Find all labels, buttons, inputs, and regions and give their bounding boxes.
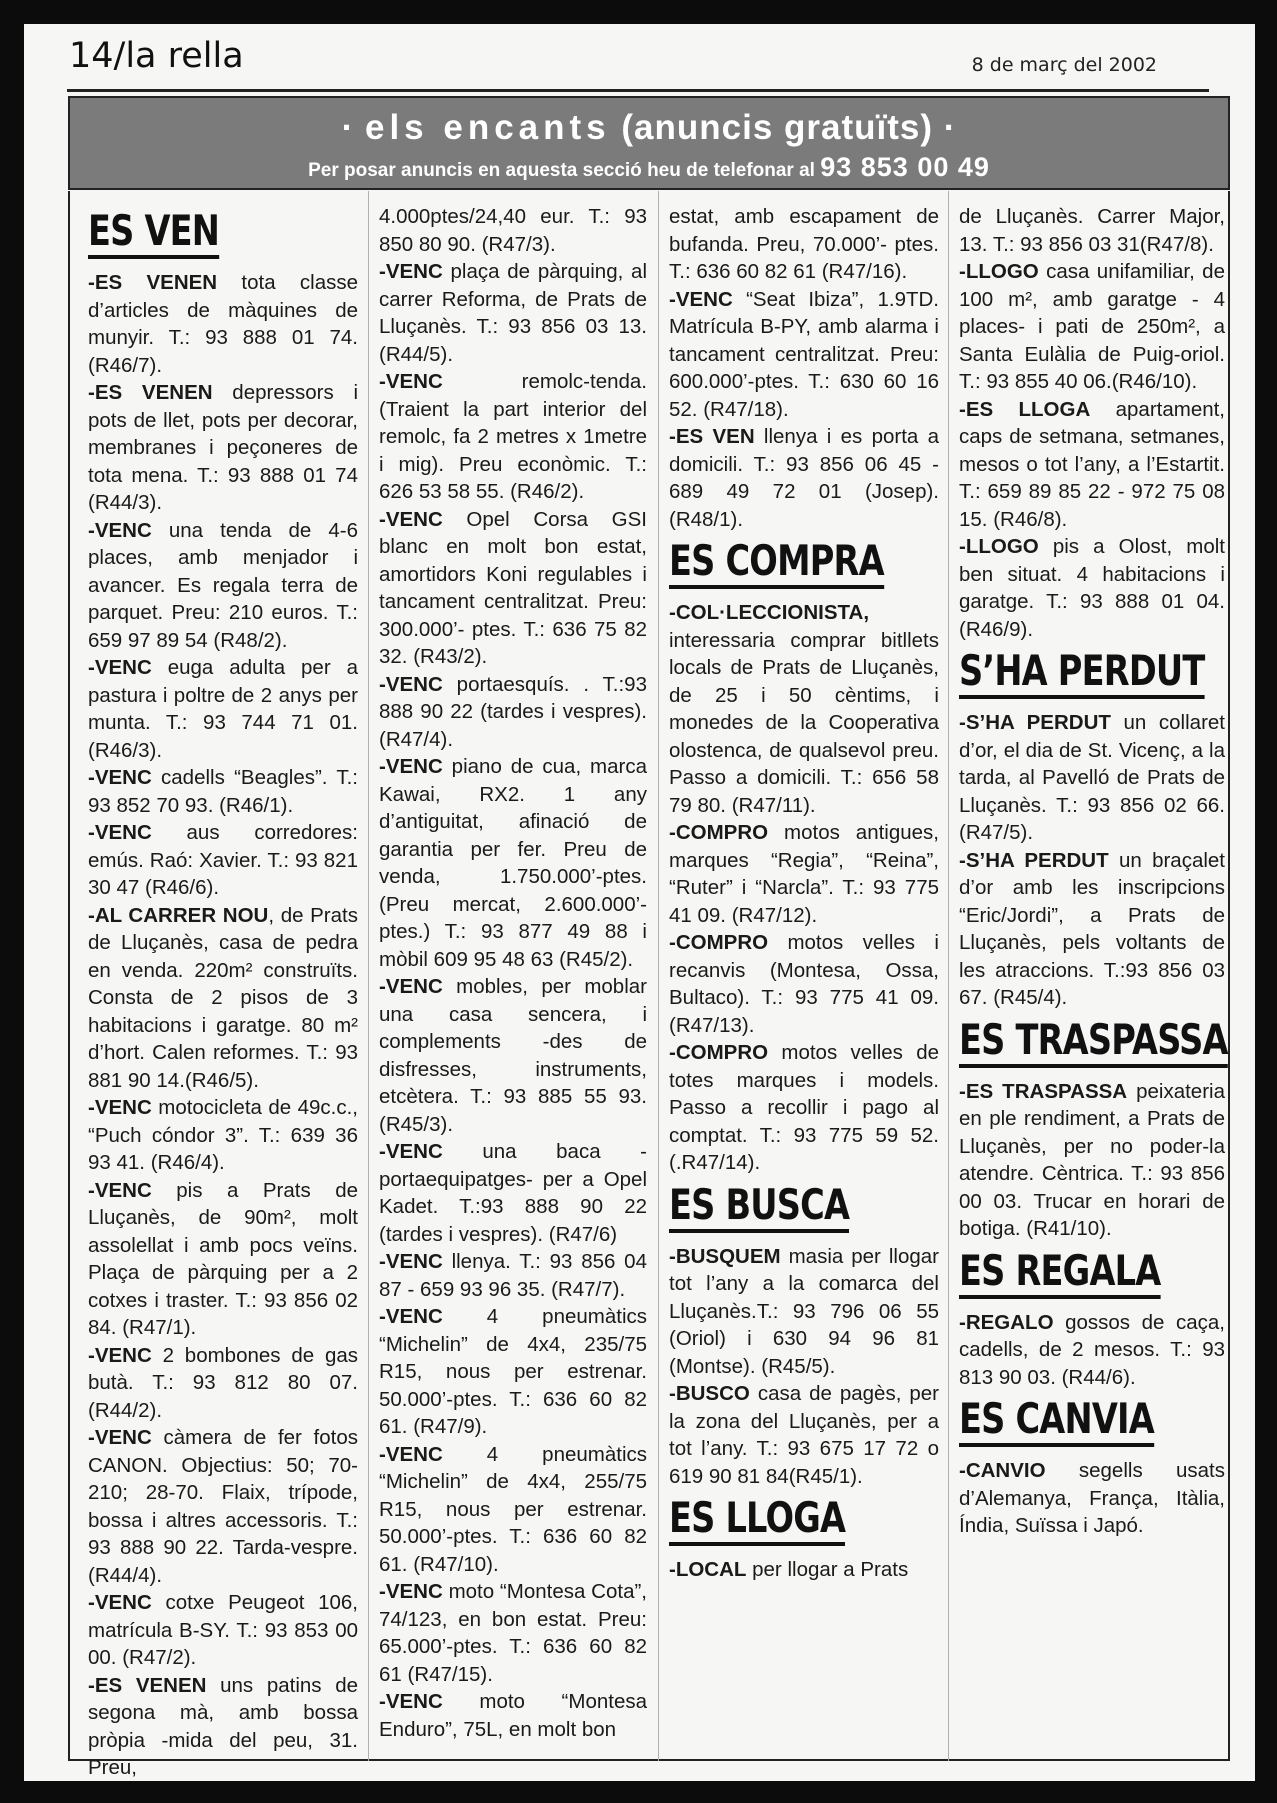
banner-title-spaced: els encants [364,108,611,147]
ad-lead: -VENC [88,821,152,844]
ad-text: tota classe d’articles de màquines de munyir. T.: 93 888 01 74. (R46/7). [88,271,358,377]
ad-text: euga adulta per a pastura i poltre de 2 anys per munta. T.: 93 744 71 01. (R46/3). [88,656,358,762]
ad-lead: -AL CARRER NOU [88,903,269,927]
ad-text: aus corredores: emús. Raó: Xavier. T.: 93 821 30 47 (R46/6). [88,821,358,899]
ad-lead: -VENC [88,766,152,789]
classified-ad [669,1380,939,1490]
classified-ad [88,269,358,379]
ad-text: piano de cua, marca Kawai, RX2. 1 any d’antiguitat, afinació de garantia per fer. Preu de venda, 1.750.000’-ptes. (Preu mercat, 2.600.000’-ptes.) T.: 93 877 49 88 i mòbil 609 95 48 63 (R45/2). [379,755,647,971]
ad-text: un braçalet d’or amb les inscripcions “Eric/Jordi”, a Prats de Lluçanès, pels voltants de les atraccions. T.:93 856 03 67. (R45/4). [959,848,1225,1009]
classified-ad [379,506,647,671]
section-heading-text: ES VEN [88,206,219,259]
classified-ad [88,654,358,764]
classified-ad [959,203,1225,258]
classified-ad [88,379,358,517]
ad-lead: -VENC [379,507,443,531]
ad-lead: -VENC [88,1178,152,1202]
ad-lead: -VENC [379,1690,443,1713]
ad-text: 4 pneumàtics “Michelin” de 4x4, 255/75 R15, nous per estrenar. 50.000’-ptes. T.: 636 60 82 61. (R47/10). [379,1442,647,1576]
column-1 [88,203,358,1779]
ad-lead: -COL·LECCIONISTA, [669,601,870,624]
classified-ad [88,1342,358,1425]
ad-text: mobles, per moblar una casa sencera, i complements -des de disfresses, instruments, etcètera. T.: 93 885 55 93. (R45/3). [379,975,647,1136]
section-heading [959,1014,1228,1064]
ad-text: segells usats d’Alemanya, França, Itàlia, Índia, Suïssa i Japó. [959,1459,1225,1537]
classified-ad [669,819,939,929]
ad-lead: -VENC [379,975,443,998]
ad-text: una baca -portaequipatges- per a Opel Kadet. T.:93 888 90 22 (tardes i vespres). (R47/6) [379,1140,647,1246]
ad-text: cadells “Beagles”. T.: 93 852 70 93. (R46/1). [88,766,358,817]
ad-lead: -VENC [379,755,443,778]
classified-ad [88,764,358,819]
banner-title-rest: (anuncis gratuïts) [621,108,934,147]
publication-date: 8 de març del 2002 [971,54,1157,76]
section-heading-text: ES BUSCA [669,1180,849,1233]
classified-ad [379,1138,647,1248]
ad-lead: -BUSQUEM [669,1244,781,1268]
ad-lead: -VENC [379,1250,443,1273]
classified-ad [88,1672,358,1782]
ad-text: llenya i es porta a domicili. T.: 93 856 06 45 - 689 49 72 01 (Josep). (R48/1). [669,425,939,531]
classified-ad [379,753,647,973]
column-4 [959,203,1228,1755]
classified-ad [379,203,647,258]
ad-text: remolc-tenda. (Traient la part interior del remolc, fa 2 metres x 1metre i mig). Preu econòmic. T.: 626 53 58 55. (R46/2). [379,370,647,503]
ad-text: gossos de caça, cadells, de 2 mesos. T.: 93 813 90 03. (R44/6). [959,1310,1225,1389]
ad-text: 4 pneumàtics “Michelin” de 4x4, 235/75 R15, nous per estrenar. 50.000’-ptes. T.: 636 60 82 61. (R47/9). [379,1305,647,1438]
ad-lead: -VENC [669,287,733,311]
ad-text: depressors i pots de llet, pots per decorar, membranes i peçoneres de tota mena. T.: 93 888 01 74 (R44/3). [88,381,358,514]
section-heading-text: S’HA PERDUT [959,646,1205,699]
ad-lead: -VENC [88,1426,152,1449]
header-rule [67,89,1209,92]
ad-text: estat, amb escapament de bufanda. Preu, 70.000’- ptes. T.: 636 60 82 61 (R47/16). [669,205,939,283]
ad-text: pis a Prats de Lluçanès, de 90m², molt assolellat i amb pocs veïns. Plaça de pàrquing per a 2 cotxes i traster. T.: 93 856 02 84. (R47/1). [88,1178,358,1339]
ad-text: motos antigues, marques “Regia”, “Reina”, “Ruter” i “Narcla”. T.: 93 775 41 09. (R47/12). [669,821,939,927]
classified-ad [669,1556,939,1584]
newspaper-page [24,24,1255,1781]
ad-lead: -BUSCO [669,1382,750,1405]
ad-lead: -LOCAL [669,1558,747,1581]
ad-text: casa unifamiliar, de 100 m², amb garatge - 4 places- i pati de 250m², a Santa Eulàlia de Puig-oriol. T.: 93 855 40 06.(R46/10). [959,260,1225,393]
ad-lead: -VENC [379,370,443,393]
classified-ad [88,1177,358,1342]
column-2 [379,203,647,1755]
banner-subtitle-text: Per posar anuncis en aquesta secció heu de telefonar al [308,160,815,181]
banner-title [70,108,1228,148]
classified-ad [379,1578,647,1688]
column-divider [948,191,949,1761]
ad-lead: -ES VENEN [88,381,213,404]
ad-lead: -VENC [379,1442,443,1466]
ad-lead: -ES VENEN [88,271,218,294]
classified-ad [379,1441,647,1579]
classified-ad [959,847,1225,1012]
section-banner [68,96,1230,190]
classified-ad [959,258,1225,396]
classified-ad [379,1303,647,1441]
ad-text: moto “Montesa Enduro”, 75L, en molt bon [379,1690,647,1741]
ad-text: masia per llogar tot l’any a la comarca del Lluçanès.T.: 93 796 06 55 (Oriol) i 630 94 96 81 (Montse). (R45/5). [669,1244,939,1378]
classified-ad [88,1094,358,1177]
page-number: 14/la rella [69,36,244,76]
ad-text: uns patins de segona mà, amb bossa pròpia -mida del peu, 31. Preu, [88,1673,358,1779]
ad-text: càmera de fer fotos CANON. Objectius: 50; 70-210; 28-70. Flaix, trípode, bossa i altres accessoris. T.: 93 888 90 22. Tarda-vespre. (R44/4). [88,1426,358,1587]
section-heading-text: ES CANVIA [959,1394,1154,1447]
ad-text: cotxe Peugeot 106, matrícula B-SY. T.: 93 853 00 00. (R47/2). [88,1591,358,1669]
section-heading-text: ES TRASPASSA [959,1015,1228,1068]
classified-ad [669,203,939,286]
classified-ad [959,396,1225,534]
classified-ad [88,819,358,902]
ad-lead: -S’HA PERDUT [959,848,1109,872]
classified-ad [379,671,647,754]
classified-ad [88,1424,358,1589]
classified-ad [669,423,939,533]
classified-ad [379,1688,647,1743]
ad-text: peixateria en ple rendiment, a Prats de Lluçanès, per no poder-la atendre. Cèntrica. T.: 93 856 00 03. Trucar en horari de botiga. (R41/10). [959,1079,1225,1240]
ad-text: interessaria comprar bitllets locals de Prats de Lluçanès, de 25 i 50 cèntims, i monedes de la Cooperativa olostenca, de qualsevol preu. Passo a domicili. T.: 656 58 79 80. (R47/11). [669,628,939,817]
section-heading [669,537,885,585]
classified-ad [959,1309,1225,1392]
classified-ad [959,709,1225,847]
classified-ad [669,1039,939,1177]
ad-text: de Lluçanès. Carrer Major, 13. T.: 93 856 03 31(R47/8). [959,205,1225,256]
banner-dot-right: · [943,108,957,147]
classifieds-frame [68,191,1230,1779]
ad-lead: -VENC [88,1591,152,1614]
ad-lead: -ES TRASPASSA [959,1079,1128,1103]
section-heading [959,1395,1172,1443]
classified-ad [379,1248,647,1303]
classified-ad [959,1078,1225,1243]
banner-dot-left: · [341,108,355,147]
ad-text: un collaret d’or, el dia de St. Vicenç, a la tarda, al Pavelló de Prats de Lluçanès. T.: 93 856 02 66. (R47/5). [959,711,1225,844]
ad-text: motocicleta de 49c.c., “Puch cóndor 3”. T.: 639 36 93 41. (R46/4). [88,1096,358,1174]
section-heading [669,1494,885,1542]
ad-text: , de Prats de Lluçanès, casa de pedra en venda. 220m² construïts. Consta de 2 pisos de 3 habitacions i garatge. 80 m² d’hort. Calen reformes. T.: 93 881 90 14.(R46/5). [88,903,358,1092]
classified-ad [379,973,647,1138]
ad-text: per llogar a Prats [746,1558,909,1581]
section-heading-text: ES COMPRA [669,536,884,589]
ad-text: apartament, caps de setmana, setmanes, mesos o tot l’any, a l’Estartit. T.: 659 89 85 22 - 972 75 08 15. (R46/8). [959,397,1226,531]
ad-text: motos velles de totes marques i models. Passo a recollir i pago al comptat. T.: 93 775 59 52. (.R47/14). [669,1041,939,1174]
ad-lead: -VENC [379,672,443,696]
classified-ad [88,1589,358,1672]
ad-text: plaça de pàrquing, al carrer Reforma, de Prats de Lluçanès. T.: 93 856 03 13. (R44/5). [379,260,647,366]
ad-lead: -S’HA PERDUT [959,711,1111,734]
column-3 [669,203,939,1755]
classified-ad [669,929,939,1039]
classified-ad [959,1457,1225,1540]
classified-ad [669,1243,939,1381]
ad-text: llenya. T.: 93 856 04 87 - 659 93 96 35. (R47/7). [379,1250,647,1301]
ad-text: portaesquís. . T.:93 888 90 22 (tardes i vespres). (R47/4). [379,672,647,751]
ad-text: casa de pagès, per la zona del Lluçanès, per a tot l’any. T.: 93 675 17 72 o 619 90 81 84(R45/1). [669,1382,939,1488]
ad-lead: -LLOGO [959,535,1039,558]
ad-text: Opel Corsa GSI blanc en molt bon estat, amortidors Koni regulables i tancament centralitzat. Preu: 300.000’- ptes. T.: 636 75 82 32. (R43/2). [379,507,647,668]
ad-lead: -VENC [379,1140,443,1163]
ad-lead: -VENC [379,260,443,283]
column-divider [368,191,369,1761]
ad-lead: -COMPRO [669,821,769,844]
ad-lead: -VENC [379,1580,443,1603]
ad-text: una tenda de 4-6 places, amb menjador i avancer. Es regala terra de parquet. Preu: 210 euros. T.: 659 97 89 54 (R48/2). [88,518,358,652]
ad-lead: -VENC [379,1305,443,1328]
ad-lead: -COMPRO [669,1041,769,1064]
ad-lead: -VENC [88,656,152,679]
section-heading-text: ES REGALA [959,1246,1160,1299]
ad-lead: -ES LLOGA [959,397,1091,421]
ad-text: 4.000ptes/24,40 eur. T.: 93 850 80 90. (R47/3). [379,205,647,256]
classified-ad [379,258,647,368]
section-heading [88,207,304,255]
banner-subtitle [70,152,1228,183]
banner-phone: 93 853 00 49 [820,152,990,182]
ad-lead: -ES VENEN [88,1673,207,1697]
ad-lead: -VENC [88,1343,152,1367]
section-heading [669,1181,885,1229]
ad-lead: -VENC [88,1096,152,1119]
ad-lead: -LLOGO [959,260,1039,283]
ad-lead: -VENC [88,518,152,542]
ad-text: 2 bombones de gas butà. T.: 93 812 80 07. (R44/2). [88,1343,358,1422]
ad-lead: -REGALO [959,1310,1054,1334]
ad-text: moto “Montesa Cota”, 74/123, en bon estat. Preu: 65.000’-ptes. T.: 636 60 82 61 (R47/15). [379,1580,647,1686]
section-heading [959,1247,1172,1295]
ad-lead: -COMPRO [669,931,769,954]
column-divider [658,191,659,1761]
ad-text: “Seat Ibiza”, 1.9TD. Matrícula B-PY, amb alarma i tancament centralitzat. Preu: 600.000’-ptes. T.: 630 60 16 52. (R47/18). [669,287,939,421]
ad-lead: -CANVIO [959,1459,1046,1482]
classified-ad [959,533,1225,643]
section-heading-text: ES LLOGA [669,1493,845,1546]
classified-ad [88,902,358,1095]
classified-ad [379,368,647,506]
ad-text: motos velles i recanvis (Montesa, Ossa, Bultaco). T.: 93 775 41 09.(R47/13). [669,931,939,1037]
ad-text: pis a Olost, molt ben situat. 4 habitacions i garatge. T.: 93 888 01 04. (R46/9). [959,535,1225,641]
classified-ad [669,286,939,424]
section-heading [959,646,1205,695]
ad-lead: -ES VEN [669,425,755,448]
classified-ad [669,599,939,819]
classified-ad [88,517,358,655]
